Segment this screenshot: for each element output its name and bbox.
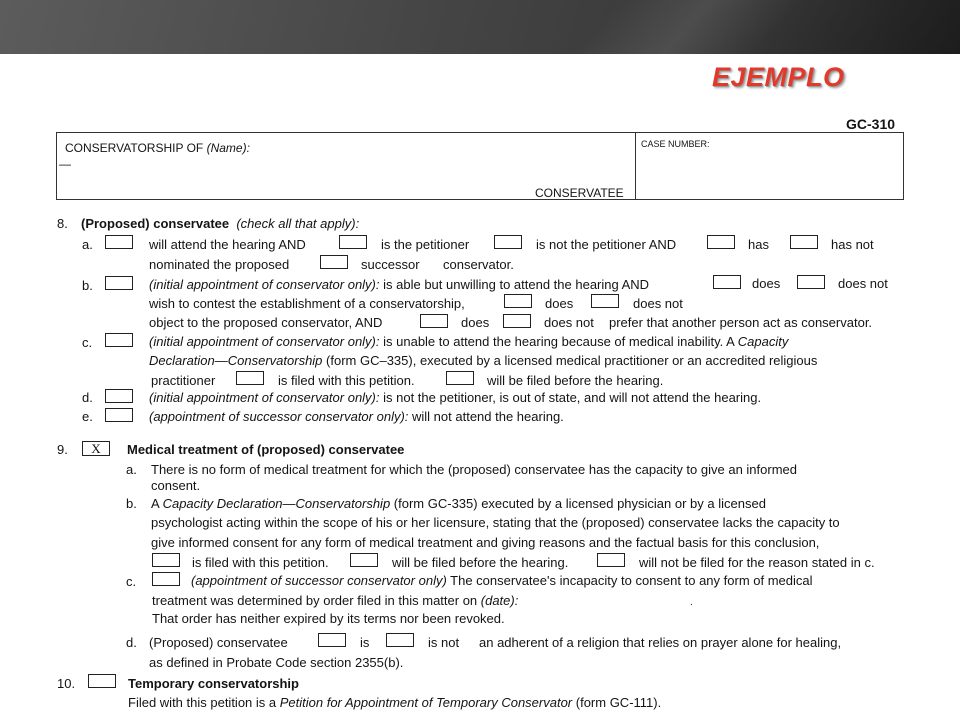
item8c-filed-text: is filed with this petition. xyxy=(278,373,415,388)
form-number: GC-310 xyxy=(846,116,896,132)
item8a-letter: a. xyxy=(82,237,93,252)
item9b-line3: give informed consent for any form of medical treatment and giving reasons and the factual basis for this conclusion, xyxy=(151,535,820,550)
item8c-will-be-filed-text: will be filed before the hearing. xyxy=(487,373,664,388)
item9b-filed-checkbox[interactable] xyxy=(152,553,180,567)
item8a-conservator-text: conservator. xyxy=(443,257,514,272)
item8b-object-does-not-checkbox[interactable] xyxy=(503,314,531,328)
item9-number: 9. xyxy=(57,442,68,457)
item8a-successor-text: successor xyxy=(361,257,420,272)
item8e-checkbox[interactable] xyxy=(105,408,133,422)
item9b-filed-text: is filed with this petition. xyxy=(192,555,329,570)
item8-number: 8. xyxy=(57,216,68,231)
item9b-will-not-be-filed-checkbox[interactable] xyxy=(597,553,625,567)
item8e-letter: e. xyxy=(82,409,93,424)
item9b-will-be-filed-checkbox[interactable] xyxy=(350,553,378,567)
item8c-will-be-filed-checkbox[interactable] xyxy=(446,371,474,385)
caption-box xyxy=(56,132,904,200)
item8a-will-attend-checkbox[interactable] xyxy=(105,235,133,249)
item9b-line2: psychologist acting within the scope of his or her licensure, stating that the (proposed) conservatee lacks the capacity to xyxy=(151,515,840,530)
item9c-line2: treatment was determined by order filed in this matter on (date): xyxy=(152,593,519,608)
conservatorship-of-label: CONSERVATORSHIP OF (Name): xyxy=(65,141,250,155)
item9b-will-be-filed-text: will be filed before the hearing. xyxy=(392,555,569,570)
header-bar xyxy=(0,0,960,54)
item9d-is-checkbox[interactable] xyxy=(318,633,346,647)
item9a-line1: There is no form of medical treatment for which the (proposed) conservatee has the capacity to give an informed xyxy=(151,462,797,477)
item8c-filed-checkbox[interactable] xyxy=(236,371,264,385)
case-number-label: CASE NUMBER: xyxy=(641,139,710,149)
item9d-is-not-checkbox[interactable] xyxy=(386,633,414,647)
item8a-has-not-checkbox[interactable] xyxy=(790,235,818,249)
item10-filed-text: Filed with this petition is a Petition for Appointment of Temporary Conservator (form GC-111). xyxy=(128,695,662,710)
item8b-letter: b. xyxy=(82,278,93,293)
item9d-line2: as defined in Probate Code section 2355(b). xyxy=(149,655,404,670)
item9d-is-text: is xyxy=(360,635,370,650)
item9-checkbox-checked[interactable]: X xyxy=(82,441,110,456)
item9-heading: Medical treatment of (proposed) conservatee xyxy=(127,442,405,457)
item10-heading: Temporary conservatorship xyxy=(128,676,299,691)
item9a-line2: consent. xyxy=(151,478,201,493)
item8c-letter: c. xyxy=(82,335,93,350)
item9d-proposed-text: (Proposed) conservatee xyxy=(149,635,288,650)
item8b-wish-contest-text: wish to contest the establishment of a conservatorship, xyxy=(149,296,465,311)
item8b-checkbox[interactable] xyxy=(105,276,133,290)
item8b-contest-does-text: does xyxy=(545,296,574,311)
item8b-contest-does-checkbox[interactable] xyxy=(504,294,532,308)
item8c-checkbox[interactable] xyxy=(105,333,133,347)
item8a-has-text: has xyxy=(748,237,769,252)
ejemplo-banner: EJEMPLO xyxy=(712,62,845,92)
item8b-does-not-text: does not xyxy=(838,276,888,291)
item8a-has-not-text: has not xyxy=(831,237,874,252)
item8b-does-not-checkbox[interactable] xyxy=(797,275,825,289)
item8a-successor-checkbox[interactable] xyxy=(320,255,348,269)
item9c-dot: . xyxy=(690,597,693,608)
item9c-checkbox[interactable] xyxy=(152,572,180,586)
item8d-text: (initial appointment of conservator only): is not the petitioner, is out of state, and will not attend the hearing. xyxy=(149,390,762,405)
item8c-practitioner-text: practitioner xyxy=(151,373,216,388)
item8a-is-not-petitioner-text: is not the petitioner AND xyxy=(536,237,677,252)
conservatee-label: CONSERVATEE xyxy=(535,186,624,200)
item8a-is-petitioner-text: is the petitioner xyxy=(381,237,470,252)
item8b-contest-does-not-text: does not xyxy=(633,296,683,311)
caption-divider xyxy=(635,133,636,199)
item8b-does-text: does xyxy=(752,276,781,291)
item9d-adherent-text: an adherent of a religion that relies on prayer alone for healing, xyxy=(479,635,842,650)
item8d-checkbox[interactable] xyxy=(105,389,133,403)
item8b-object-does-checkbox[interactable] xyxy=(420,314,448,328)
item8c-text: (initial appointment of conservator only): is unable to attend the hearing because of medical inability. A Capacity xyxy=(149,334,789,349)
item9b-will-not-be-filed-text: will not be filed for the reason stated in c. xyxy=(639,555,875,570)
item9d-is-not-text: is not xyxy=(428,635,460,650)
name-line-dash: — xyxy=(59,157,71,171)
item8c-declaration-text: Declaration—Conservatorship (form GC–335), executed by a licensed medical practitioner or an accredited religious xyxy=(149,353,818,368)
item8b-contest-does-not-checkbox[interactable] xyxy=(591,294,619,308)
item8-heading: (Proposed) conservatee (check all that apply): xyxy=(81,216,360,231)
item8b-object-does-text: does xyxy=(461,315,490,330)
item8a-is-petitioner-checkbox[interactable] xyxy=(339,235,367,249)
item8a-nominated-text: nominated the proposed xyxy=(149,257,290,272)
item8a-has-checkbox[interactable] xyxy=(707,235,735,249)
item9c-line1: (appointment of successor conservator only) The conservatee's incapacity to consent to any form of medical xyxy=(191,573,813,588)
item8a-will-attend-text: will attend the hearing AND xyxy=(149,237,306,252)
item9b-letter: b. xyxy=(126,496,137,511)
item9c-line3: That order has neither expired by its terms nor been revoked. xyxy=(152,611,505,626)
item8b-object-text: object to the proposed conservator, AND xyxy=(149,315,383,330)
item8a-is-not-petitioner-checkbox[interactable] xyxy=(494,235,522,249)
item8b-object-does-not-text: does not xyxy=(544,315,594,330)
item9a-letter: a. xyxy=(126,462,137,477)
item8d-letter: d. xyxy=(82,390,93,405)
item9d-letter: d. xyxy=(126,635,137,650)
item9c-letter: c. xyxy=(126,574,137,589)
item8b-text: (initial appointment of conservator only): is able but unwilling to attend the hearing AND xyxy=(149,277,650,292)
item9b-line1: A Capacity Declaration—Conservatorship (form GC-335) executed by a licensed physician or by a licensed xyxy=(151,496,766,511)
item8b-prefer-text: prefer that another person act as conservator. xyxy=(609,315,873,330)
item8b-does-checkbox[interactable] xyxy=(713,275,741,289)
item10-checkbox[interactable] xyxy=(88,674,116,688)
item10-number: 10. xyxy=(57,676,76,691)
item8e-text: (appointment of successor conservator only): will not attend the hearing. xyxy=(149,409,564,424)
